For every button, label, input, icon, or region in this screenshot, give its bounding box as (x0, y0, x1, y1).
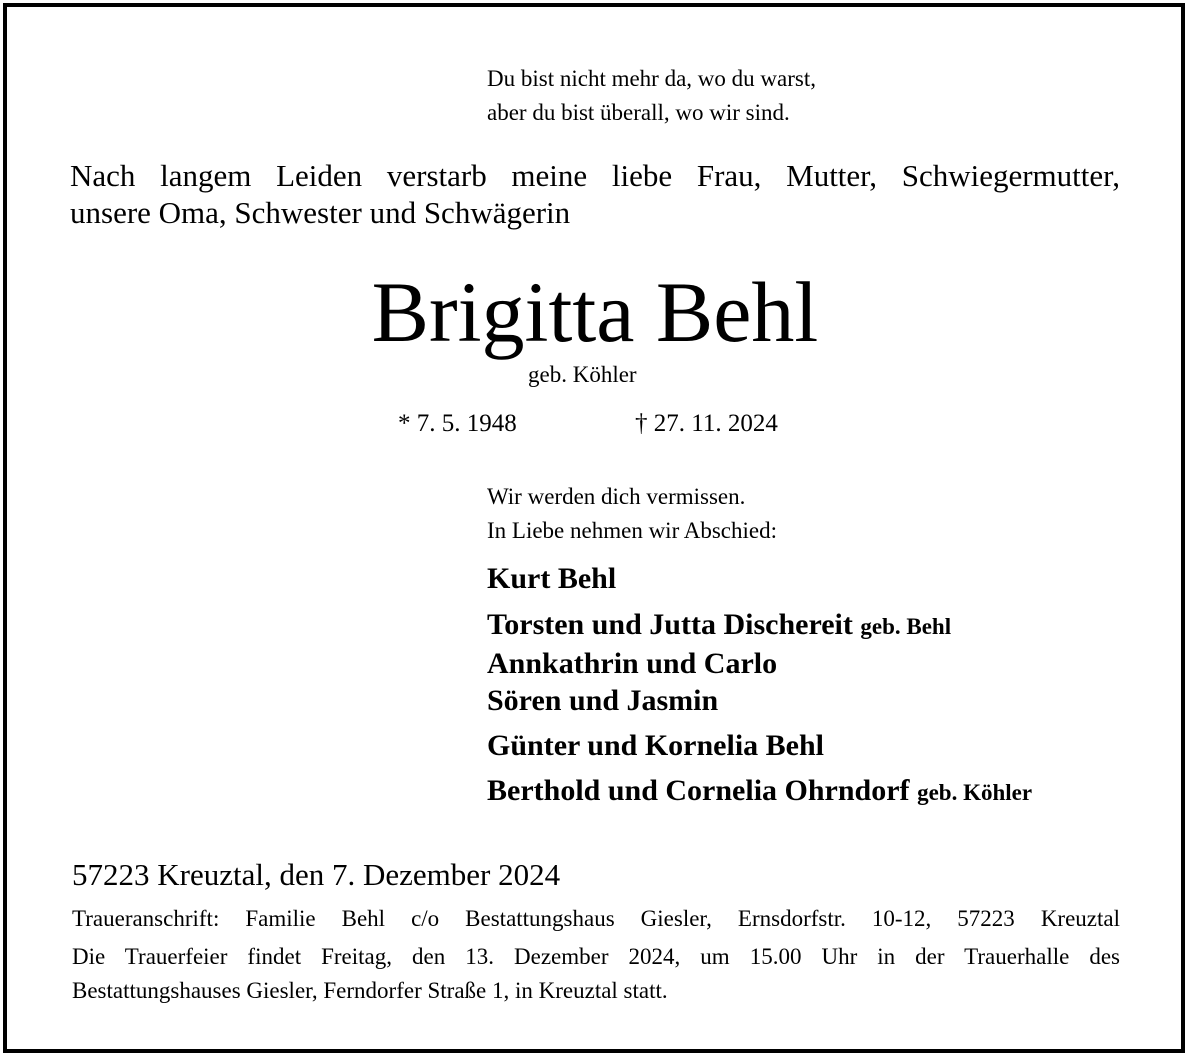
deceased-name: Brigitta Behl (371, 264, 819, 360)
mourner-maiden-note: geb. Behl (860, 614, 952, 639)
intro-text (70, 157, 1120, 231)
intro-line-1: Nach langem Leiden verstarb meine liebe Frau, Mutter, Schwiegermutter, (70, 158, 1120, 193)
closing-line-2: In Liebe nehmen wir Abschied: (487, 518, 777, 543)
mourner-name: Annkathrin und Carlo (487, 647, 778, 680)
mourner-name: Günter und Kornelia Behl (487, 729, 825, 762)
mourner-name: Berthold und Cornelia Ohrndorf (487, 774, 910, 807)
quote-line-1: Du bist nicht mehr da, wo du warst, (487, 66, 816, 91)
intro-line-2: unsere Oma, Schwester und Schwägerin (70, 195, 571, 230)
closing-line-1: Wir werden dich vermissen. (487, 484, 746, 509)
mourner-maiden-note: geb. Köhler (917, 780, 1033, 805)
death-date: † 27. 11. 2024 (635, 410, 778, 437)
birth-date: * 7. 5. 1948 (398, 410, 517, 437)
funeral-info (72, 902, 1120, 1008)
mourner-entry (487, 560, 1032, 597)
place-and-date: 57223 Kreuztal, den 7. Dezember 2024 (72, 857, 561, 892)
mourners-list (487, 560, 1032, 811)
funeral-line-2: Bestattungshauses Giesler, Ferndorfer Straße 1, in Kreuztal statt. (72, 978, 668, 1003)
mourner-entry (487, 772, 1032, 811)
mourner-entry (487, 645, 1032, 682)
quote-line-2: aber du bist überall, wo wir sind. (487, 100, 790, 125)
memorial-quote (487, 62, 816, 130)
maiden-name: geb. Köhler (528, 362, 637, 387)
mourner-name: Sören und Jasmin (487, 684, 719, 717)
mourner-name: Kurt Behl (487, 562, 617, 595)
mourning-address: Traueranschrift: Familie Behl c/o Bestattungshaus Giesler, Ernsdorfstr. 10-12, 57223 Kreuztal (72, 906, 1120, 931)
closing-text (487, 480, 777, 548)
mourner-entry (487, 682, 1032, 719)
mourner-name: Torsten und Jutta Dischereit (487, 608, 853, 641)
mourner-entry (487, 606, 1032, 645)
mourner-entry (487, 727, 1032, 764)
funeral-line-1: Die Trauerfeier findet Freitag, den 13. Dezember 2024, um 15.00 Uhr in der Trauerhalle des (72, 944, 1120, 969)
